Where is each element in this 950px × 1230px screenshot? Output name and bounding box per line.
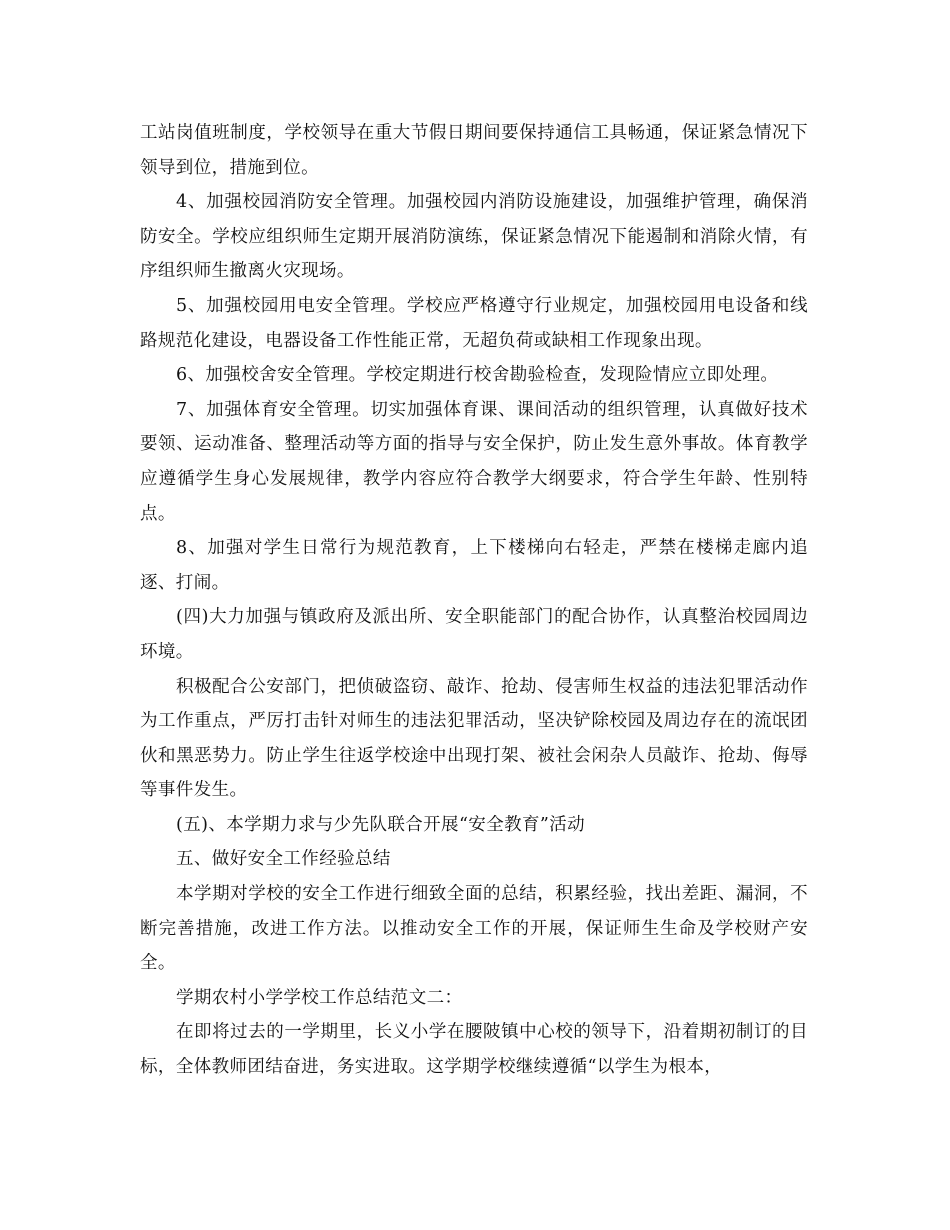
paragraph-fire-safety: 4、加强校园消防安全管理。加强校园内消防设施建设，加强维护管理，确保消防安全。学校应组织师生定期开展消防演练，保证紧急情况下能遏制和消除火情，有序组织师生撤离火灾现场。: [140, 192, 808, 282]
paragraph-summary-heading: 五、做好安全工作经验总结: [176, 849, 391, 870]
paragraph-sports-safety: 7、加强体育安全管理。切实加强体育课、课间活动的组织管理，认真做好技术要领、运动准备、整理活动等方面的指导与安全保护，防止发生意外事故。体育教学应遵循学生身心发展规律，教学内容应符合教学大纲要求，符合学生年龄、性别特点。: [140, 399, 808, 524]
document-body: [140, 116, 808, 1085]
paragraph-building-safety: 6、加强校舍安全管理。学校定期进行校舍勘验检查，发现险情应立即处理。: [176, 365, 779, 386]
paragraph-behavior-education: 8、加强对学生日常行为规范教育，上下楼梯向右轻走，严禁在楼梯走廊内追逐、打闹。: [140, 538, 808, 593]
paragraph-police-cooperation: 积极配合公安部门，把侦破盗窃、敲诈、抢劫、侵害师生权益的违法犯罪活动作为工作重点，严厉打击针对师生的违法犯罪活动，坚决铲除校园及周边存在的流氓团伙和黑恶势力。防止学生往返学校途中出现打架、被社会闲杂人员敲诈、抢劫、侮辱等事件发生。: [140, 676, 808, 801]
paragraph-sample-two-intro: 在即将过去的一学期里，长义小学在腰陂镇中心校的领导下，沿着期初制订的目标，全体教师团结奋进，务实进取。这学期学校继续遵循“以学生为根本，: [140, 1022, 808, 1078]
paragraph-section-five-heading: (五)、本学期力求与少先队联合开展“安全教育”活动: [176, 814, 586, 835]
paragraph-sample-two-heading: 学期农村小学学校工作总结范文二：: [176, 987, 463, 1008]
paragraph-section-four-heading: (四)大力加强与镇政府及派出所、安全职能部门的配合协作，认真整治校园周边环境。: [140, 607, 808, 662]
paragraph-continued-duty-system: 工站岗值班制度，学校领导在重大节假日期间要保持通信工具畅通，保证紧急情况下领导到位，措施到位。: [140, 123, 808, 178]
paragraph-summary-body: 本学期对学校的安全工作进行细致全面的总结，积累经验，找出差距、漏洞，不断完善措施，改进工作方法。以推动安全工作的开展，保证师生生命及学校财产安全。: [140, 884, 808, 974]
paragraph-electrical-safety: 5、加强校园用电安全管理。学校应严格遵守行业规定，加强校园用电设备和线路规范化建设，电器设备工作性能正常，无超负荷或缺相工作现象出现。: [140, 295, 808, 351]
